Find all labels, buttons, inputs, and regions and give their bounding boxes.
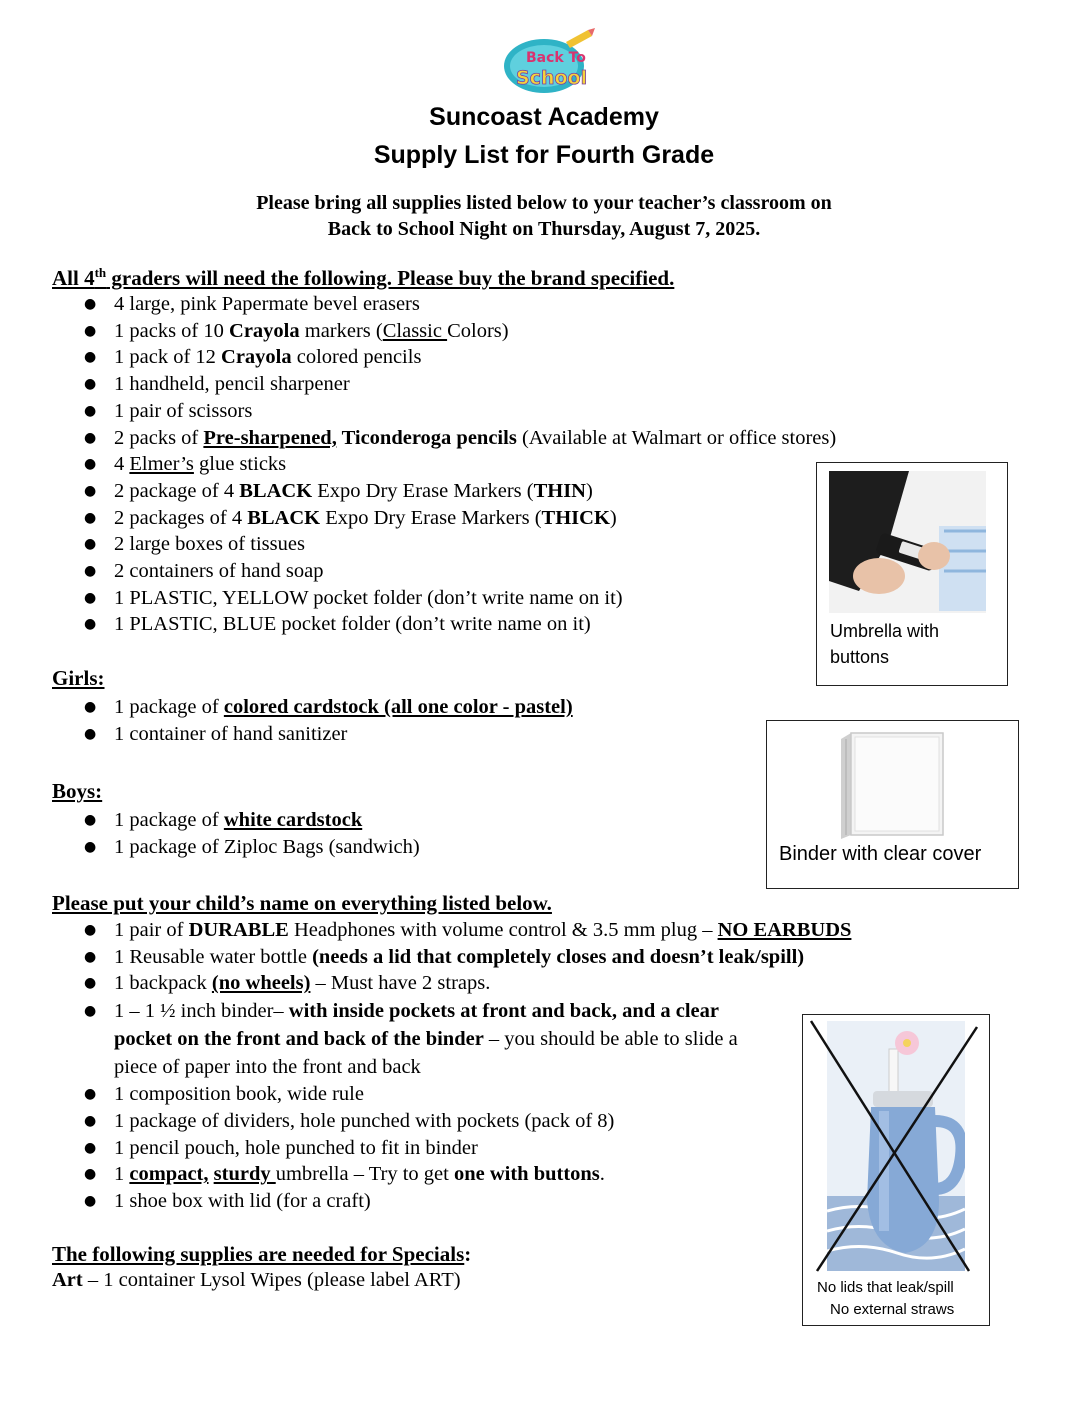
umbrella-photo xyxy=(829,471,986,613)
list-item: ● 1 pair of scissors xyxy=(52,398,836,425)
list-item: ● 1 PLASTIC, YELLOW pocket folder (don’t write name on it) xyxy=(52,585,836,612)
specials-heading: The following supplies are needed for Specials: xyxy=(52,1242,472,1266)
list-item: ● 1 pack of 12 Crayola colored pencils xyxy=(52,344,836,371)
list-item: ● 4 large, pink Papermate bevel erasers xyxy=(52,291,836,318)
list-item: ● 1 package of dividers, hole punched with pockets (pack of 8) xyxy=(52,1108,851,1135)
named-items-heading: Please put your child’s name on everything listed below. xyxy=(52,891,552,915)
list-item: ● 1 handheld, pencil sharpener xyxy=(52,371,836,398)
girls-list xyxy=(52,694,573,747)
list-item: ● 1 PLASTIC, BLUE pocket folder (don’t write name on it) xyxy=(52,611,836,638)
svg-text:Back To: Back To xyxy=(526,50,586,66)
list-item: ● 1 Reusable water bottle (needs a lid that completely closes and doesn’t leak/spill) xyxy=(52,944,851,971)
girls-heading: Girls: xyxy=(52,666,105,690)
water-bottle-image-box xyxy=(802,1014,990,1326)
list-item: ● 1 pencil pouch, hole punched to fit in binder xyxy=(52,1135,851,1162)
list-item: ● 1 shoe box with lid (for a craft) xyxy=(52,1188,851,1215)
back-to-school-logo xyxy=(496,28,596,98)
intro-line-1: Please bring all supplies listed below to your teacher’s classroom on xyxy=(256,192,832,214)
page-title: Supply List for Fourth Grade xyxy=(373,141,715,169)
list-item: ● 1 compact, sturdy umbrella – Try to get one with buttons. xyxy=(52,1161,851,1188)
intro-line-2: Back to School Night on Thursday, August 7, 2025. xyxy=(327,218,761,240)
umbrella-caption-line-2: buttons xyxy=(830,647,890,667)
boys-list xyxy=(52,807,420,860)
bottle-caption-line-1: No lids that leak/spill xyxy=(817,1279,954,1296)
list-item: ● 1 – 1 ½ inch binder– with inside pockets at front and back, and a clear pocket on the front and back of the binder – you should be able to slide a piece of paper into the front and back xyxy=(52,997,744,1081)
all-graders-list xyxy=(52,291,836,638)
binder-photo xyxy=(837,731,947,841)
list-item: ● 2 containers of hand soap xyxy=(52,558,836,585)
all-graders-heading: All 4th graders will need the following. Please buy the brand specified. xyxy=(52,265,675,290)
boys-heading: Boys: xyxy=(52,779,103,803)
art-supply-line: Art – 1 container Lysol Wipes (please label ART) xyxy=(52,1269,461,1291)
list-item: ● 4 Elmer’s glue sticks xyxy=(52,451,836,478)
svg-text:School: School xyxy=(516,67,588,89)
list-item: ● 2 packs of Pre-sharpened, Ticonderoga pencils (Available at Walmart or office stores) xyxy=(52,425,836,452)
binder-caption: Binder with clear cover xyxy=(779,843,982,865)
named-items-list xyxy=(52,917,851,1215)
list-item: ● 1 package of Ziploc Bags (sandwich) xyxy=(52,834,420,861)
list-item: ● 1 backpack (no wheels) – Must have 2 straps. xyxy=(52,970,851,997)
list-item: ● 2 packages of 4 BLACK Expo Dry Erase Markers (THICK) xyxy=(52,505,836,532)
list-item: ● 1 container of hand sanitizer xyxy=(52,721,573,748)
binder-image-box xyxy=(766,720,1019,889)
list-item: ● 1 composition book, wide rule xyxy=(52,1081,851,1108)
umbrella-caption-line-1: Umbrella with xyxy=(830,621,940,641)
bottle-caption-line-2: No external straws xyxy=(830,1301,955,1318)
list-item: ● 2 large boxes of tissues xyxy=(52,531,836,558)
list-item: ● 1 package of colored cardstock (all one color - pastel) xyxy=(52,694,573,721)
list-item: ● 1 package of white cardstock xyxy=(52,807,420,834)
umbrella-image-box xyxy=(816,462,1008,686)
list-item: ● 1 packs of 10 Crayola markers (Classic Colors) xyxy=(52,318,836,345)
list-item: ● 2 package of 4 BLACK Expo Dry Erase Markers (THIN) xyxy=(52,478,836,505)
list-item: ● 1 pair of DURABLE Headphones with volume control & 3.5 mm plug – NO EARBUDS xyxy=(52,917,851,944)
school-name: Suncoast Academy xyxy=(429,103,659,131)
